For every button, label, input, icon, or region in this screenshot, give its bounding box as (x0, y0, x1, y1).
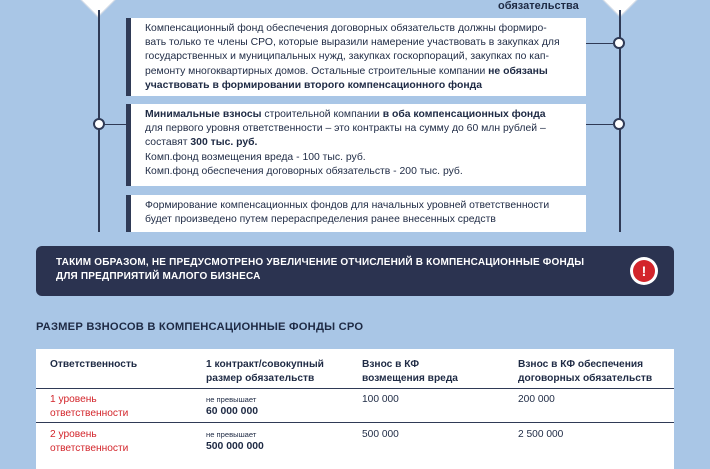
row2-level (50, 428, 128, 455)
top-label: обязательства (498, 0, 579, 12)
card2-line1-bold: Минимальные взносы (145, 109, 262, 120)
card3-line2: будет произведено путем перераспределения ранее внесенных средств (145, 214, 496, 226)
card1-line2: вать только те члены СРО, которые выразили намерение участвовать в закупках для (145, 37, 560, 49)
right-node-2 (613, 118, 625, 130)
row1-contract: 200 000 (518, 394, 555, 405)
row1-limit (206, 395, 258, 419)
row2-level-l1: 2 уровень (50, 429, 97, 440)
row2-harm: 500 000 (362, 429, 399, 440)
card3-line1: Формирование компенсационных фондов для начальных уровней ответственности (145, 200, 550, 211)
header-harm-fund-l1: Взнос в КФ (362, 359, 420, 370)
row-divider (36, 422, 674, 423)
card1-line3: государственных и муниципальных нужд, закупках госкорпораций, закупках по кап- (145, 51, 549, 63)
card2-line3 (145, 136, 578, 150)
row2-limit-value: 500 000 000 (206, 441, 264, 452)
row2-level-l2: ответственности (50, 442, 129, 454)
section-title: РАЗМЕР ВЗНОСОВ В КОМПЕНСАЦИОННЫЕ ФОНДЫ СРО (36, 321, 364, 333)
row1-limit-value: 60 000 000 (206, 406, 259, 417)
row2-limit (206, 430, 264, 454)
header-contract-fund-l1: Взнос в КФ обеспечения (518, 359, 644, 370)
card2-line1-bold2: в оба компенсационных фонда (382, 109, 546, 120)
header-contract-fund-l2: договорных обязательств (518, 372, 653, 384)
card2-line1-text: строительной компании (261, 109, 383, 120)
header-contract-size-l1: 1 контракт/совокупный (206, 359, 324, 370)
card1-line4-bold: не обязаны (488, 65, 548, 77)
row1-limit-note: не превышает (206, 395, 257, 404)
row1-harm: 100 000 (362, 394, 399, 405)
card2-line2: для первого уровня ответственности – это контракты на сумму до 60 млн рублей – (145, 123, 546, 135)
row1-level-l2: ответственности (50, 407, 129, 419)
row2-limit-note: не превышает (206, 430, 257, 439)
row2-contract: 2 500 000 (518, 429, 564, 440)
banner-line2: ДЛЯ ПРЕДПРИЯТИЙ МАЛОГО БИЗНЕСА (56, 271, 261, 282)
card2-line1 (145, 108, 578, 122)
card1-line4 (145, 65, 578, 79)
header-contract-fund (518, 358, 652, 385)
header-harm-fund-l2: возмещения вреда (362, 372, 458, 384)
conclusion-banner (36, 246, 674, 296)
row1-level (50, 393, 128, 420)
banner-line1: ТАКИМ ОБРАЗОМ, НЕ ПРЕДУСМОТРЕНО УВЕЛИЧЕНИЕ ОТЧИСЛЕНИЙ В КОМПЕНСАЦИОННЫЕ ФОНДЫ (56, 257, 585, 268)
header-contract-size (206, 358, 324, 385)
header-divider (36, 388, 674, 389)
header-contract-size-l2: размер обязательств (206, 372, 315, 384)
card1-line1: Компенсационный фонд обеспечения договорных обязательств должны формиро- (145, 23, 547, 34)
card2-line3-text: составят (145, 137, 191, 149)
card2-line4: Комп.фонд возмещения вреда - 100 тыс. руб. (145, 151, 366, 163)
card1-line4-text: ремонту многоквартирных домов. Остальные строительные компании (145, 65, 489, 77)
header-responsibility: Ответственность (50, 359, 138, 370)
info-card-obligations (126, 18, 586, 96)
header-harm-fund (362, 358, 458, 385)
left-branch-line (104, 124, 126, 125)
row1-level-l1: 1 уровень (50, 394, 97, 405)
card1-line5: участвовать в формировании второго компенсационного фонда (145, 79, 483, 91)
left-node (93, 118, 105, 130)
right-branch-line-1 (586, 43, 613, 44)
alert-icon (630, 257, 658, 285)
card2-line5: Комп.фонд обеспечения договорных обязательств - 200 тыс. руб. (145, 165, 463, 177)
right-node-1 (613, 37, 625, 49)
info-card-minimum-fees (126, 104, 586, 186)
info-card-redistribution (126, 195, 586, 232)
exclamation-icon: ! (633, 260, 655, 282)
right-branch-line-2 (586, 124, 613, 125)
card2-line3-bold: 300 тыс. руб. (190, 137, 258, 149)
